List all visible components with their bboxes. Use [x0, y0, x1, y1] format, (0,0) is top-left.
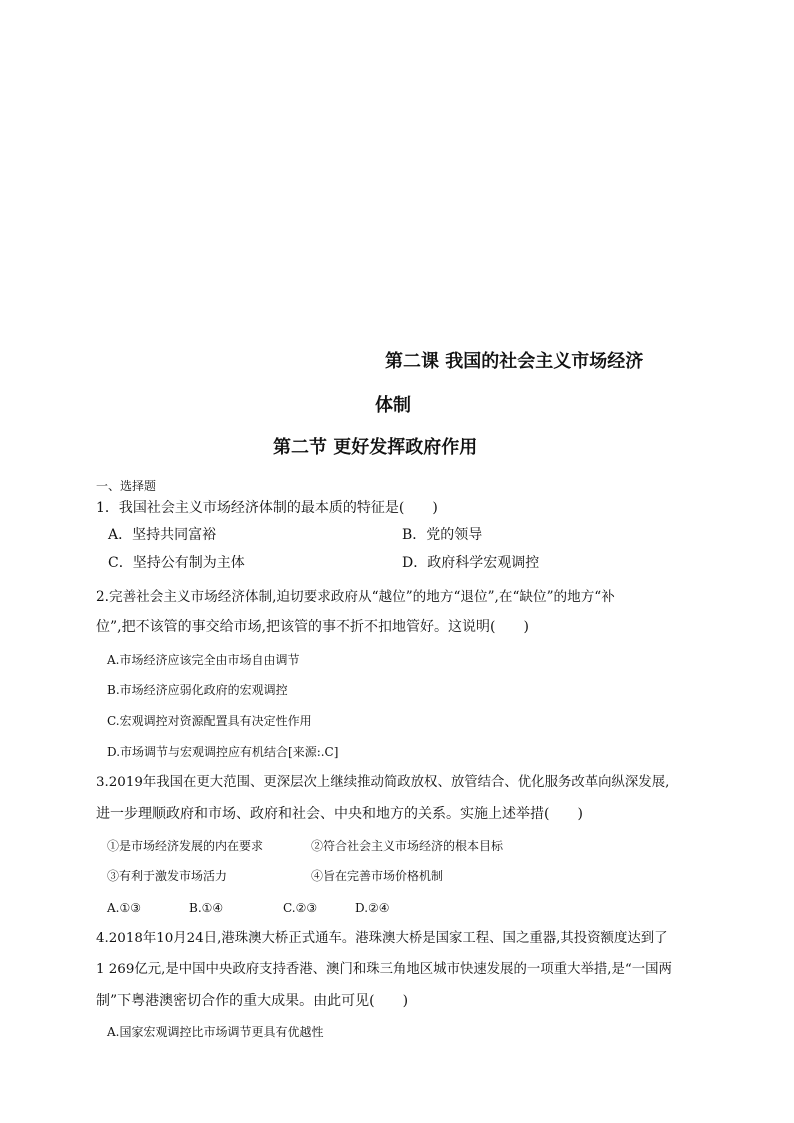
q1-option-b: B．党的领导 — [402, 527, 483, 543]
q1-stem: 1．我国社会主义市场经济体制的最本质的特征是( ) — [96, 500, 438, 516]
q3-option-b: B.①④ — [189, 901, 224, 915]
q3-option-a: A.①③ — [107, 901, 141, 915]
lesson-title-line2: 体制 — [375, 395, 411, 416]
q2-stem-line1: 2.完善社会主义市场经济体制,迫切要求政府从“越位”的地方“退位”,在“缺位”的地方“补 — [96, 589, 615, 605]
q4-stem-line3: 制”下粤港澳密切合作的重大成果。由此可见( ) — [96, 993, 409, 1009]
q3-stem-line2: 进一步理顺政府和市场、政府和社会、中央和地方的关系。实施上述举措( ) — [96, 806, 583, 822]
q2-option-d: D.市场调节与宏观调控应有机结合[来源:.C] — [107, 745, 339, 759]
q3-item-3: ③有利于激发市场活力 — [107, 869, 228, 883]
q3-item-4: ④旨在完善市场价格机制 — [311, 869, 444, 883]
q2-option-c: C.宏观调控对资源配置具有决定性作用 — [107, 714, 312, 728]
q3-item-1: ①是市场经济发展的内在要求 — [107, 839, 264, 853]
section-label: 一、选择题 — [96, 479, 157, 493]
q4-option-a: A.国家宏观调控比市场调节更具有优越性 — [107, 1025, 324, 1039]
q3-stem-line1: 3.2019年我国在更大范围、更深层次上继续推动简政放权、放管结合、优化服务改革向纵深发展, — [96, 775, 670, 790]
q2-option-a: A.市场经济应该完全由市场自由调节 — [107, 653, 300, 667]
lesson-title-line1: 第二课 我国的社会主义市场经济 — [385, 351, 644, 372]
q1-option-c: C．坚持公有制为主体 — [108, 555, 245, 571]
q3-item-2: ②符合社会主义市场经济的根本目标 — [311, 839, 504, 853]
q1-option-d: D．政府科学宏观调控 — [402, 555, 540, 571]
q2-option-b: B.市场经济应弱化政府的宏观调控 — [107, 683, 288, 697]
section-title: 第二节 更好发挥政府作用 — [273, 437, 478, 458]
q4-stem-line2: 1 269亿元,是中国中央政府支持香港、澳门和珠三角地区城市快速发展的一项重大举措,是“一国两 — [96, 962, 672, 977]
q1-option-a: A．坚持共同富裕 — [108, 527, 217, 543]
q2-stem-line2: 位”,把不该管的事交给市场,把该管的事不折不扣地管好。这说明( ) — [96, 619, 529, 635]
q4-stem-line1: 4.2018年10月24日,港珠澳大桥正式通车。港珠澳大桥是国家工程、国之重器,其投资额度达到了 — [96, 931, 668, 946]
q3-option-c: C.②③ — [283, 901, 318, 915]
q3-option-d: D.②④ — [355, 901, 390, 915]
